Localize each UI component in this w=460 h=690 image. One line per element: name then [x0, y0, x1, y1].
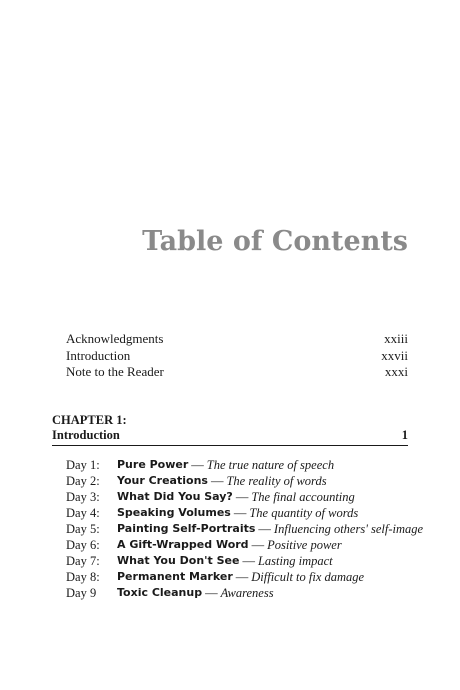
- em-dash: —: [251, 538, 265, 552]
- day-label: Day 8:: [66, 570, 100, 584]
- em-dash: —: [242, 554, 255, 568]
- day-item[interactable]: [66, 457, 416, 473]
- day-subtitle: The reality of words: [226, 474, 327, 488]
- day-title: Painting Self-Portraits: [117, 522, 256, 535]
- day-label: Day 4:: [66, 506, 100, 520]
- day-label: Day 9: [66, 586, 97, 600]
- front-matter-page: xxiii: [384, 331, 408, 346]
- page-title: Table of Contents: [142, 226, 408, 257]
- day-title: A Gift-Wrapped Word: [117, 538, 249, 551]
- day-title: Permanent Marker: [117, 570, 233, 583]
- front-matter-page: xxvii: [381, 347, 408, 363]
- front-matter-item[interactable]: [66, 331, 408, 348]
- day-item[interactable]: [66, 553, 416, 569]
- day-item[interactable]: [66, 569, 416, 585]
- chapter-heading[interactable]: [52, 413, 408, 446]
- day-item[interactable]: [66, 585, 416, 601]
- em-dash: —: [205, 586, 218, 600]
- day-item[interactable]: [66, 521, 424, 537]
- day-title: Pure Power: [117, 458, 189, 471]
- day-list: [66, 457, 424, 601]
- day-subtitle: Awareness: [220, 586, 274, 600]
- day-subtitle: Difficult to fix damage: [251, 570, 365, 584]
- day-label: Day 1:: [66, 458, 100, 472]
- em-dash: —: [210, 474, 224, 488]
- day-subtitle: Influencing others' self-image: [273, 522, 424, 536]
- day-item[interactable]: [66, 537, 416, 553]
- em-dash: —: [235, 570, 249, 584]
- em-dash: —: [235, 490, 249, 504]
- day-subtitle: The quantity of words: [249, 506, 359, 520]
- day-title: What You Don't See: [117, 554, 240, 567]
- em-dash: —: [233, 506, 247, 520]
- chapter-title-row: [52, 428, 408, 446]
- day-title: What Did You Say?: [117, 490, 233, 503]
- chapter-title: Introduction: [52, 428, 120, 442]
- day-label: Day 2:: [66, 474, 100, 488]
- front-matter-list: [66, 331, 408, 381]
- front-matter-item[interactable]: [66, 364, 408, 381]
- chapter-page: 1: [401, 428, 408, 442]
- day-subtitle: Positive power: [267, 538, 342, 552]
- front-matter-label: Note to the Reader: [66, 364, 164, 379]
- day-label: Day 6:: [66, 538, 100, 552]
- front-matter-page: xxxi: [384, 364, 408, 379]
- day-item[interactable]: [66, 505, 416, 521]
- day-item[interactable]: [66, 473, 416, 489]
- day-title: Your Creations: [117, 474, 208, 487]
- front-matter-label: Introduction: [66, 347, 131, 363]
- day-subtitle: The final accounting: [251, 490, 355, 504]
- em-dash: —: [258, 522, 271, 536]
- day-label: Day 5:: [66, 522, 100, 536]
- day-subtitle: The true nature of speech: [206, 458, 335, 472]
- day-label: Day 3:: [66, 490, 100, 504]
- day-title: Toxic Cleanup: [117, 586, 203, 599]
- front-matter-label: Acknowledgments: [66, 331, 164, 346]
- day-subtitle: Lasting impact: [257, 554, 333, 568]
- em-dash: —: [191, 458, 204, 472]
- day-label: Day 7:: [66, 554, 100, 568]
- front-matter-item[interactable]: [66, 348, 408, 365]
- day-title: Speaking Volumes: [117, 506, 231, 519]
- chapter-label: CHAPTER 1:: [52, 413, 127, 427]
- day-item[interactable]: [66, 489, 416, 505]
